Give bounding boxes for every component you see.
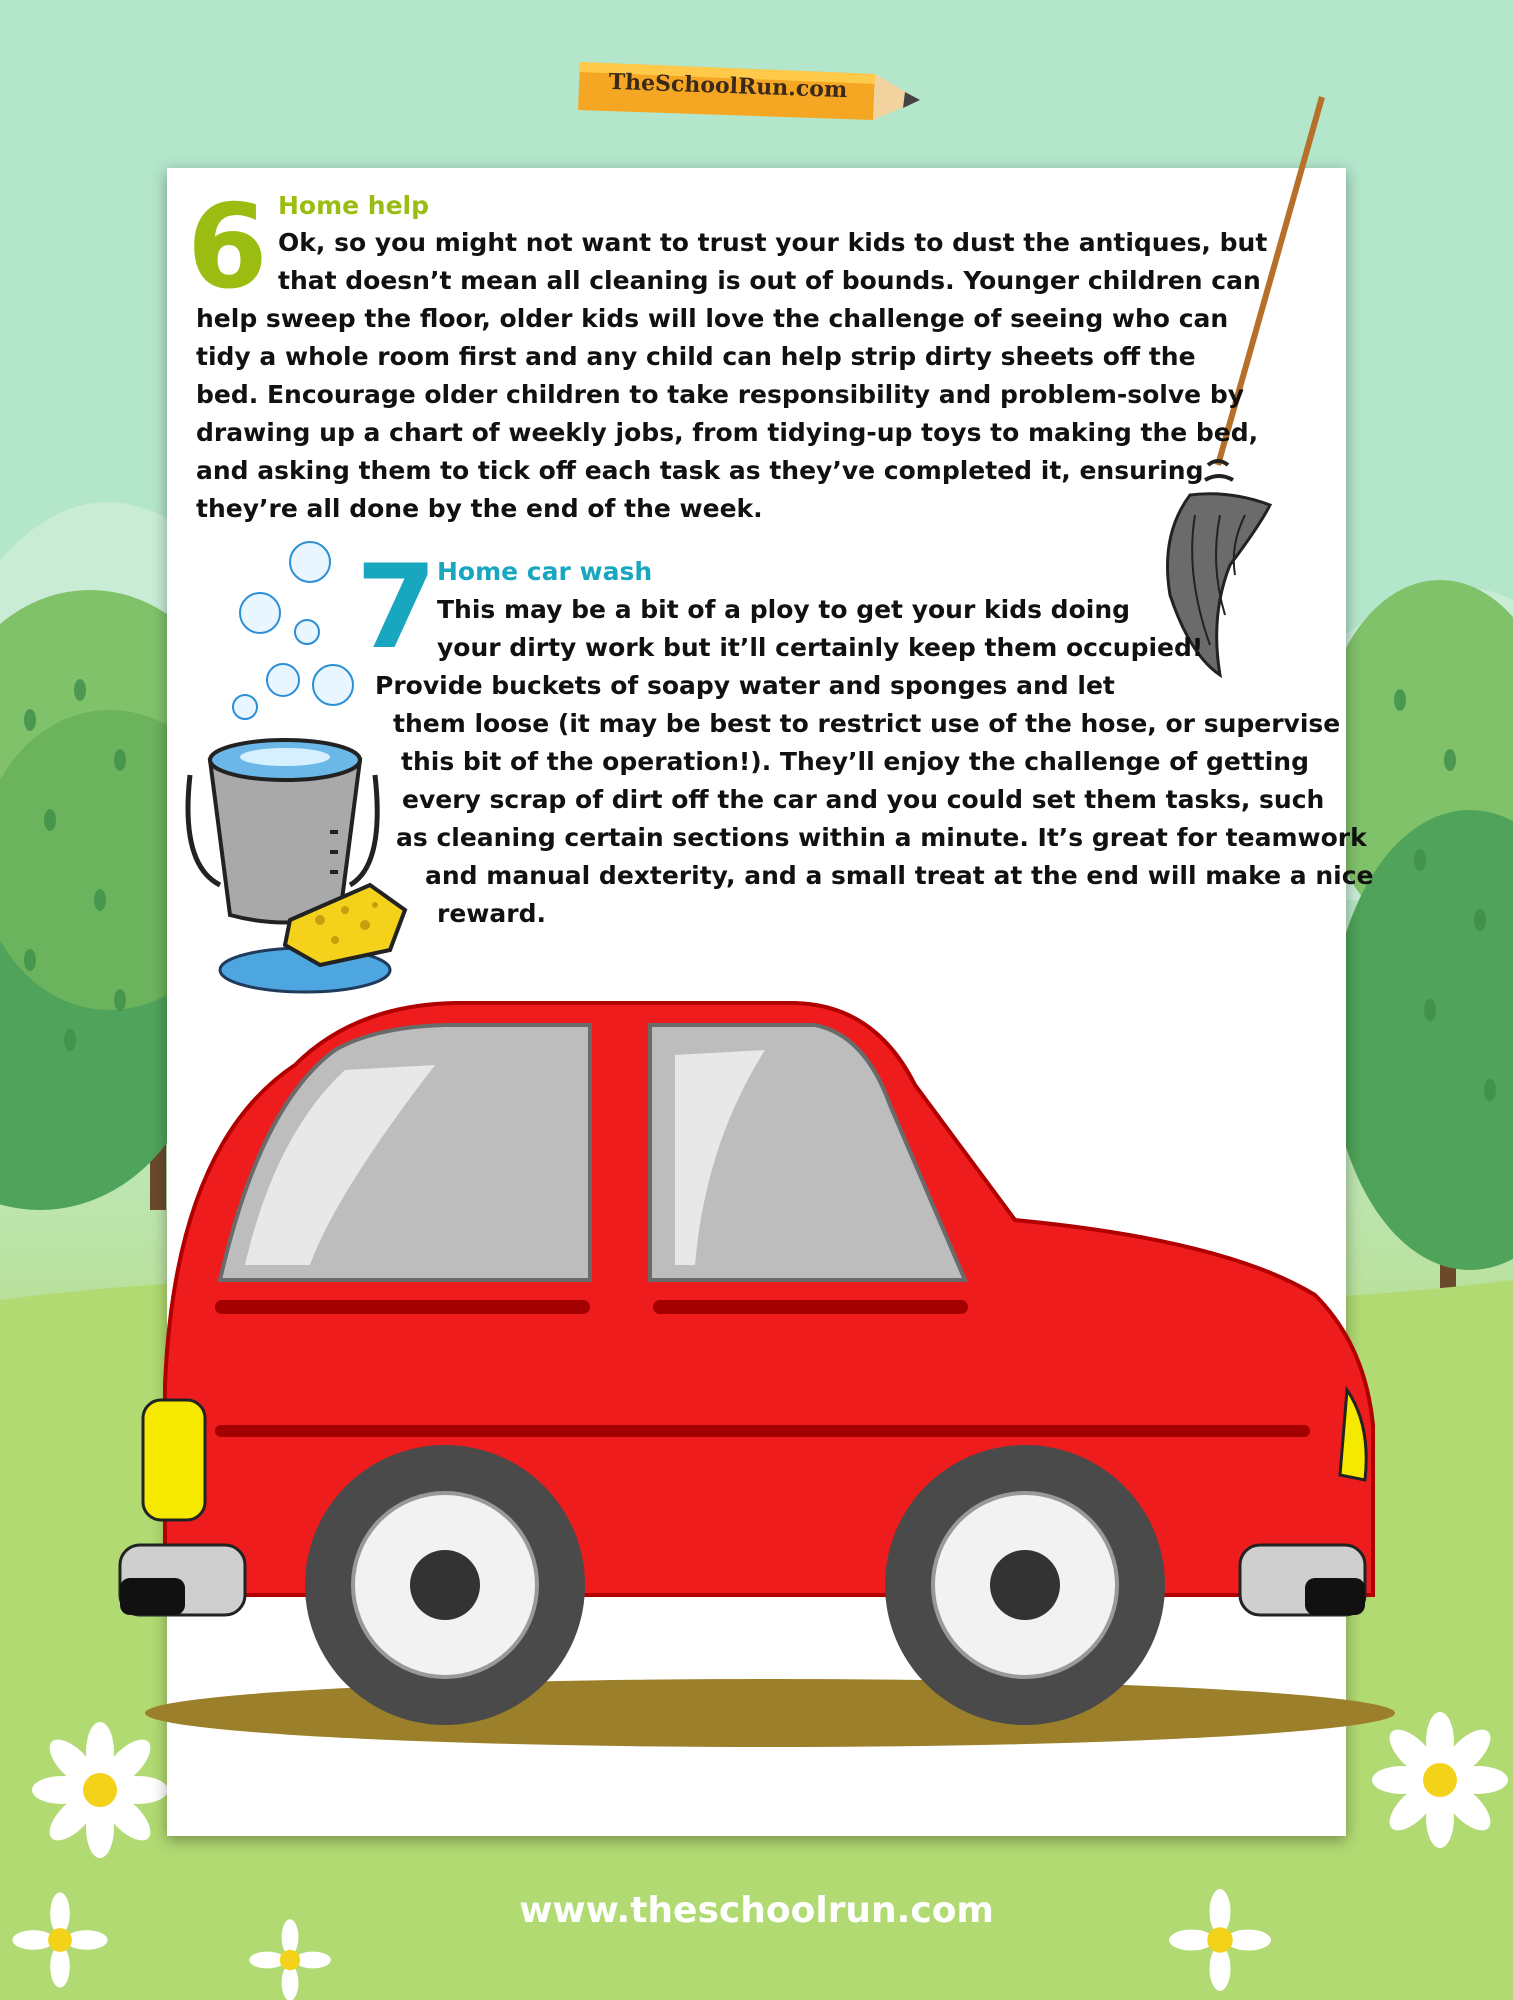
section-6-number: 6 <box>187 180 268 315</box>
section-7-line: as cleaning certain sections within a minute. It’s great for teamwork <box>396 823 1367 852</box>
section-6-line: that doesn’t mean all cleaning is out of bounds. Younger children can <box>278 266 1261 295</box>
section-7-line: This may be a bit of a ploy to get your kids doing <box>437 595 1131 624</box>
footer-url: www.theschoolrun.com <box>519 1890 994 1931</box>
section-7-line: this bit of the operation!). They’ll enjoy the challenge of getting <box>401 747 1309 776</box>
section-6-heading: Home help <box>278 191 430 220</box>
sponge-icon <box>280 880 410 970</box>
section-7-line: and manual dexterity, and a small treat at the end will make a nice <box>425 861 1374 890</box>
front-wheel <box>305 1445 585 1725</box>
section-7-line: them loose (it may be best to restrict use of the hose, or supervise <box>393 709 1341 738</box>
section-6-line: help sweep the floor, older kids will love the challenge of seeing who can <box>196 304 1229 333</box>
section-7-line: your dirty work but it’ll certainly keep them occupied! <box>437 633 1204 662</box>
soap-bubbles-icon <box>225 535 365 725</box>
rear-wheel <box>885 1445 1165 1725</box>
logo-text: TheSchoolRun.com <box>608 68 848 104</box>
section-7-line: Provide buckets of soapy water and sponges and let <box>375 671 1115 700</box>
section-6-line: tidy a whole room first and any child can help strip dirty sheets off the <box>196 342 1196 371</box>
section-6-line: bed. Encourage older children to take responsibility and problem-solve by <box>196 380 1245 409</box>
section-7-heading: Home car wash <box>437 557 653 586</box>
red-car-icon <box>75 995 1415 1765</box>
section-6-line: drawing up a chart of weekly jobs, from tidying-up toys to making the bed, <box>196 418 1259 447</box>
section-7-line: every scrap of dirt off the car and you could set them tasks, such <box>402 785 1325 814</box>
section-6-line: and asking them to tick off each task as they’ve completed it, ensuring <box>196 456 1204 485</box>
section-7-number: 7 <box>356 540 437 675</box>
section-7-line: reward. <box>437 899 546 928</box>
section-6-line: Ok, so you might not want to trust your kids to dust the antiques, but <box>278 228 1268 257</box>
section-6-line: they’re all done by the end of the week. <box>196 494 763 523</box>
